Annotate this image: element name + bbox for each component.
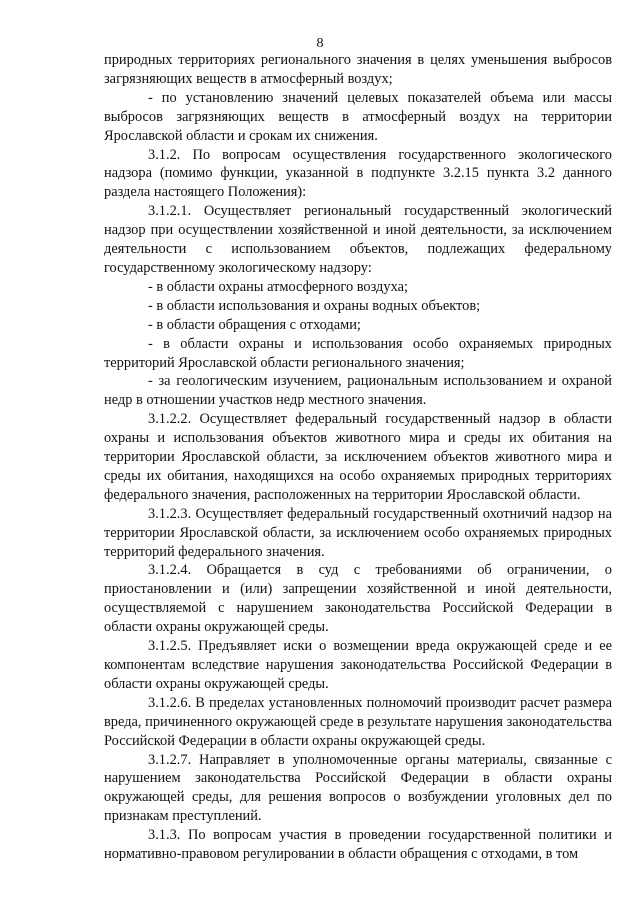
document-body xyxy=(104,51,612,864)
list-item-waste: - в области обращения с отходами; xyxy=(148,316,361,333)
paragraph-3-1-2-1: 3.1.2.1. Осуществляет региональный государственный экологический надзор при осуществлении хозяйственной и иной деятельности, за исключением деятельности с использованием объектов, подлежащих федеральному государственному экологическому надзору: xyxy=(104,203,612,276)
list-item-air: - в области охраны атмосферного воздуха; xyxy=(148,278,408,295)
list-item-protected-areas: - в области охраны и использования особо охраняемых природных территорий Ярославской области регионального значения; xyxy=(104,335,612,371)
paragraph-3-1-2-6: 3.1.2.6. В пределах установленных полномочий производит расчет размера вреда, причиненного окружающей среде в результате нарушения законодательства Российской Федерации в области охраны окружающей среды. xyxy=(104,694,612,749)
paragraph-3-1-2-3: 3.1.2.3. Осуществляет федеральный государственный охотничий надзор на территории Ярославской области, за исключением особо охраняемых природных территорий федерального значения. xyxy=(104,505,612,560)
paragraph-continuation: природных территориях регионального значения в целях уменьшения выбросов загрязняющих веществ в атмосферный воздух; xyxy=(104,52,612,87)
paragraph-3-1-3: 3.1.3. По вопросам участия в проведении государственной политики и нормативно-правовом регулировании в области обращения с отходами, в том xyxy=(104,827,612,863)
paragraph-target-indicators: - по установлению значений целевых показателей объема или массы выбросов загрязняющих веществ в атмосферный воздух на территории Ярославской области и срокам их снижения. xyxy=(104,89,612,144)
paragraph-3-1-2-4: 3.1.2.4. Обращается в суд с требованиями об ограничении, о приостановлении и (или) запрещении хозяйственной и иной деятельности, осуществляемой с нарушением законодательства Российской Федерации в области охраны окружающей среды. xyxy=(104,562,612,636)
paragraph-3-1-2-7: 3.1.2.7. Направляет в уполномоченные органы материалы, связанные с нарушением законодательства Российской Федерации в области охраны окружающей среды, для решения вопросов о возбуждении уголовных дел по признакам преступлений. xyxy=(104,751,612,825)
paragraph-3-1-2-2: 3.1.2.2. Осуществляет федеральный государственный надзор в области охраны и использования объектов животного мира и среды их обитания на территории Ярославской области, за исключением объектов животного мира и среды их обитания, находящихся на особо охраняемых природных территориях федерального значения, расположенных на территории Ярославской области. xyxy=(104,411,612,503)
list-item-subsoil: - за геологическим изучением, рациональным использованием и охраной недр в отношении участков недр местного значения. xyxy=(104,373,612,409)
paragraph-3-1-2-5: 3.1.2.5. Предъявляет иски о возмещении вреда окружающей среде и ее компонентам вследствие нарушения законодательства Российской Федерации в области охраны окружающей среды. xyxy=(104,638,612,692)
list-item-water: - в области использования и охраны водных объектов; xyxy=(148,297,481,314)
page-number: 8 xyxy=(316,36,324,51)
paragraph-3-1-2: 3.1.2. По вопросам осуществления государственного экологического надзора (помимо функции, указанной в подпункте 3.2.15 пункта 3.2 данного раздела настоящего Положения): xyxy=(104,146,612,201)
